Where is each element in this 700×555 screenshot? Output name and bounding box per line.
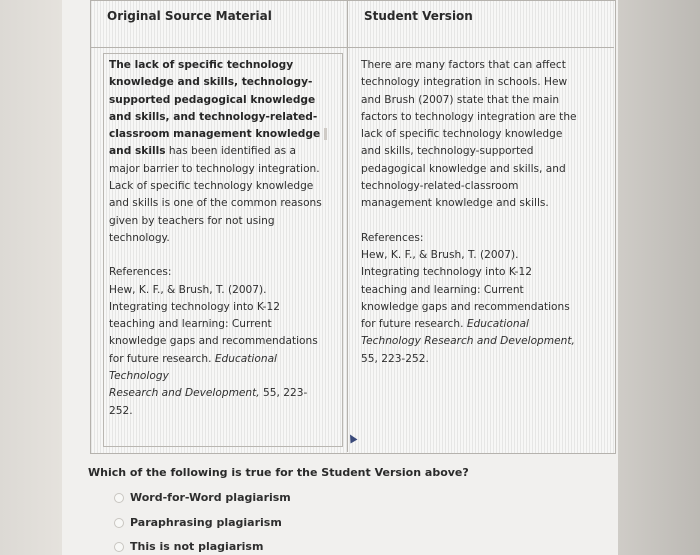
orig-tail-text: has been identified as a bbox=[165, 145, 296, 158]
radio-button-icon[interactable] bbox=[114, 542, 124, 552]
orig-ref-2: Integrating technology into K-12 bbox=[109, 300, 280, 313]
student-ref-1: Hew, K. F., & Brush, T. (2007). bbox=[361, 248, 519, 261]
student-ref-3: teaching and learning: Current bbox=[361, 283, 524, 296]
orig-ref-heading: References: bbox=[109, 266, 172, 279]
student-line-8: technology-related-classroom bbox=[361, 180, 519, 193]
option-not-plagiarism[interactable] bbox=[114, 540, 263, 553]
original-source-text bbox=[109, 57, 329, 420]
student-ref-4: knowledge gaps and recommendations bbox=[361, 300, 570, 313]
orig-bold-1: The lack of specific technology bbox=[109, 59, 294, 71]
student-version-text bbox=[361, 57, 601, 368]
header-student-cell bbox=[348, 1, 614, 48]
orig-bold-3: supported pedagogical knowledge bbox=[109, 93, 316, 106]
orig-ref-4: knowledge gaps and recommendations bbox=[109, 335, 318, 348]
header-original-cell bbox=[91, 1, 348, 48]
option-paraphrasing[interactable] bbox=[114, 516, 282, 529]
orig-line-3: and skills is one of the common reasons bbox=[109, 197, 322, 210]
question-text: Which of the following is true for the Student Version above? bbox=[88, 466, 469, 479]
orig-ref-3: teaching and learning: Current bbox=[109, 318, 272, 331]
student-line-2: technology integration in schools. Hew bbox=[361, 76, 568, 89]
student-ref-italic: Educational bbox=[466, 318, 530, 331]
student-ref-end: 55, 223-252. bbox=[361, 352, 429, 365]
student-line-1: There are many factors that can affect bbox=[361, 59, 566, 71]
right-margin bbox=[618, 0, 700, 555]
student-line-3: and Brush (2007) state that the main bbox=[361, 93, 560, 106]
orig-line-4: given by teachers for not using bbox=[109, 214, 275, 227]
orig-bold-5: classroom management knowledge bbox=[109, 128, 321, 141]
orig-ref-italic-line: Technology bbox=[109, 370, 169, 383]
orig-ref-prefix: for future research. bbox=[109, 352, 215, 365]
orig-ref-tail: 55, 223- bbox=[259, 387, 308, 400]
radio-button-icon[interactable] bbox=[114, 518, 124, 528]
column-divider bbox=[347, 47, 348, 452]
orig-ref-italic-line2: Research and Development, bbox=[109, 387, 260, 400]
orig-bold-4: and skills, and technology-related- bbox=[109, 110, 318, 123]
orig-ref-1: Hew, K. F., & Brush, T. (2007). bbox=[109, 283, 267, 296]
text-marker bbox=[324, 128, 327, 140]
orig-line-2: Lack of specific technology knowledge bbox=[109, 180, 314, 193]
left-margin bbox=[0, 0, 62, 555]
student-ref-italic-line: Technology Research and Development, bbox=[361, 335, 575, 348]
student-line-6: and skills, technology-supported bbox=[361, 145, 534, 158]
orig-line-5: technology. bbox=[109, 231, 170, 244]
student-ref-heading: References: bbox=[361, 231, 424, 244]
student-line-7: pedagogical knowledge and skills, and bbox=[361, 162, 566, 175]
radio-button-icon[interactable] bbox=[114, 493, 124, 503]
student-line-9: management knowledge and skills. bbox=[361, 197, 549, 210]
orig-bold-tail: and skills bbox=[109, 145, 166, 158]
student-ref-2: Integrating technology into K-12 bbox=[361, 266, 532, 279]
header-student: Student Version bbox=[364, 9, 473, 23]
option-word-for-word[interactable] bbox=[114, 491, 291, 504]
student-line-4: factors to technology integration are the bbox=[361, 110, 577, 123]
student-line-5: lack of specific technology knowledge bbox=[361, 128, 563, 141]
orig-line-1: major barrier to technology integration. bbox=[109, 162, 320, 175]
option-label: Paraphrasing plagiarism bbox=[130, 516, 282, 529]
orig-ref-end: 252. bbox=[109, 404, 133, 417]
student-ref-prefix: for future research. bbox=[361, 318, 467, 331]
header-original: Original Source Material bbox=[107, 9, 272, 23]
orig-ref-italic: Educational bbox=[214, 352, 278, 365]
orig-bold-2: knowledge and skills, technology- bbox=[109, 76, 313, 89]
option-label: This is not plagiarism bbox=[130, 540, 264, 553]
option-label: Word-for-Word plagiarism bbox=[130, 491, 291, 504]
comparison-table bbox=[90, 0, 616, 454]
